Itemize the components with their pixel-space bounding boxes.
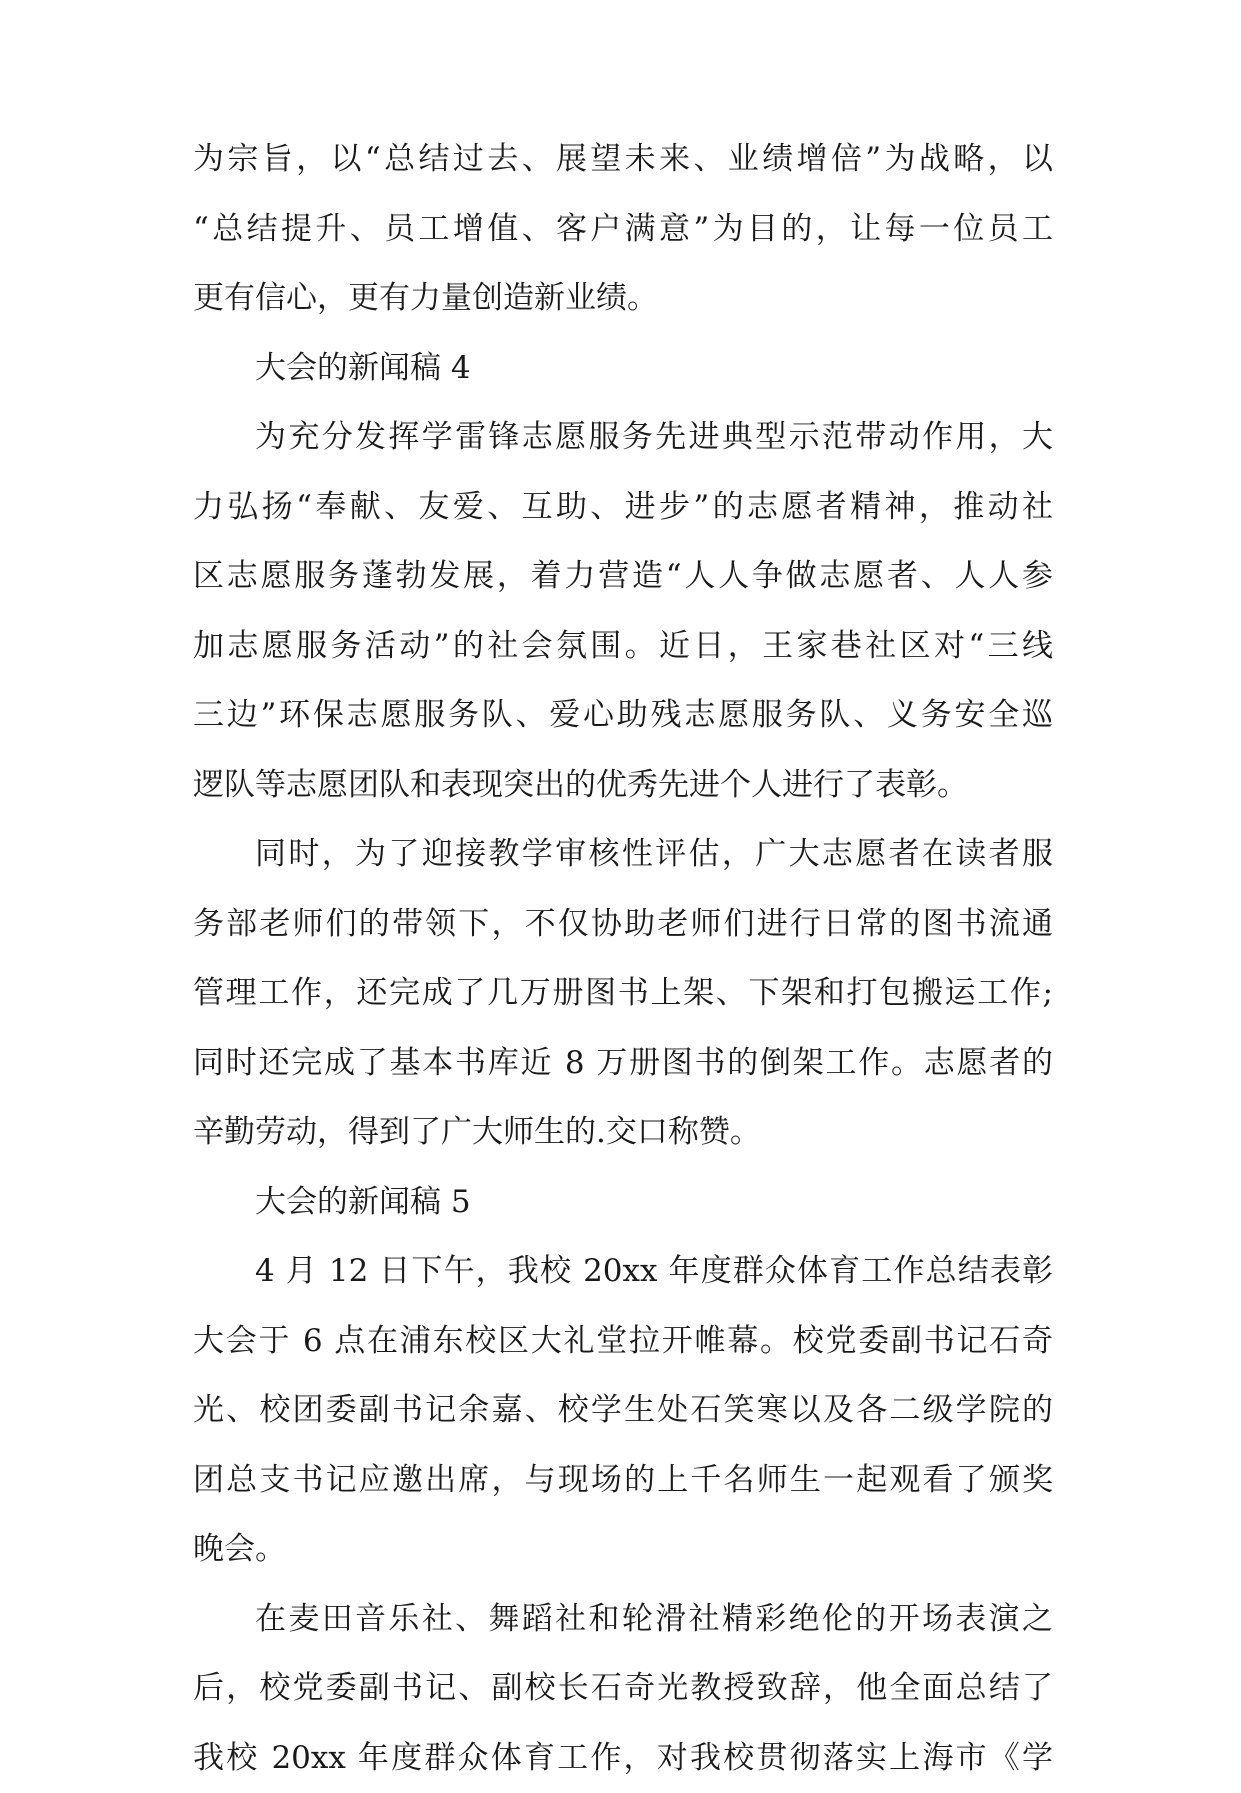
body-text-line: 加志愿服务活动”的社会氛围。近日，王家巷社区对“三线 [193,628,1053,664]
body-text-line: 为宗旨，以“总结过去、展望未来、业绩增倍”为战略，以 [193,141,1053,177]
body-text-line: 在麦田音乐社、舞蹈社和轮滑社精彩绝伦的开场表演之 [255,1601,1053,1637]
section-heading-4: 大会的新闻稿 4 [255,350,471,386]
body-text-line: 力弘扬“奉献、友爱、互助、进步”的志愿者精神，推动社 [193,489,1053,525]
body-text-line: 务部老师们的带领下，不仅协助老师们进行日常的图书流通 [193,906,1053,942]
body-text-line: 为充分发挥学雷锋志愿服务先进典型示范带动作用，大 [255,419,1053,455]
body-text-line: 后，校党委副书记、副校长石奇光教授致辞，他全面总结了 [193,1670,1053,1706]
body-text-line: 三边”环保志愿服务队、爱心助残志愿服务队、义务安全巡 [193,697,1053,733]
body-text-line: 区志愿服务蓬勃发展，着力营造“人人争做志愿者、人人参 [193,558,1053,594]
body-text-line: “总结提升、员工增值、客户满意”为目的，让每一位员工 [193,211,1053,247]
body-text-line: 辛勤劳动，得到了广大师生的.交口称赞。 [193,1114,761,1150]
body-text-line: 光、校团委副书记余嘉、校学生处石笑寒以及各二级学院的 [193,1392,1053,1428]
section-heading-5: 大会的新闻稿 5 [255,1184,471,1220]
body-text-line: 同时，为了迎接教学审核性评估，广大志愿者在读者服 [255,836,1053,872]
body-text-line: 同时还完成了基本书库近 8 万册图书的倒架工作。志愿者的 [193,1045,1053,1081]
body-text-line: 我校 20xx 年度群众体育工作，对我校贯彻落实上海市《学 [193,1740,1053,1776]
body-text-line: 团总支书记应邀出席，与现场的上千名师生一起观看了颁奖 [193,1462,1053,1498]
body-text-line: 更有信心，更有力量创造新业绩。 [193,280,658,316]
body-text-line: 晚会。 [193,1531,286,1567]
body-text-line: 管理工作，还完成了几万册图书上架、下架和打包搬运工作; [193,975,1053,1011]
body-text-line: 大会于 6 点在浦东校区大礼堂拉开帷幕。校党委副书记石奇 [193,1323,1053,1359]
body-text-line: 逻队等志愿团队和表现突出的优秀先进个人进行了表彰。 [193,767,968,803]
body-text-line: 4 月 12 日下午，我校 20xx 年度群众体育工作总结表彰 [255,1253,1053,1289]
